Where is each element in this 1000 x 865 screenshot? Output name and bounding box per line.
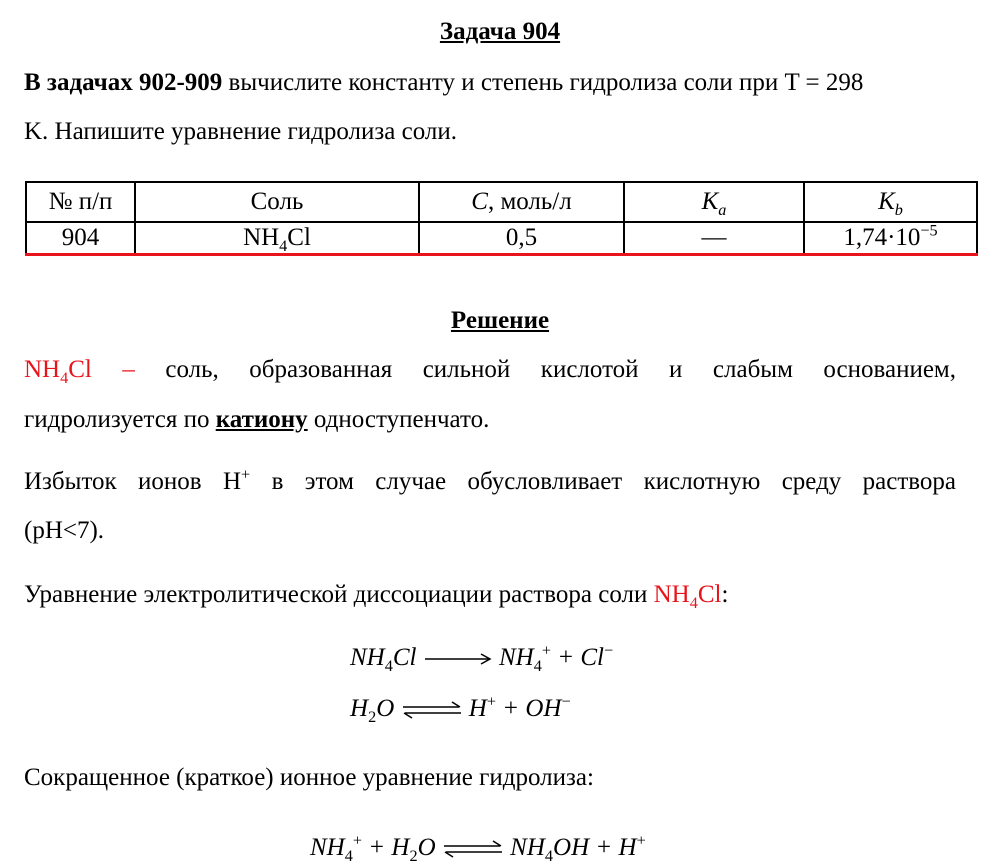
p3-line	[24, 581, 956, 612]
p4-line: Сокращенное (краткое) ионное уравнение гидролиза:	[24, 764, 594, 791]
p1-line2-start: гидролизуется по	[24, 406, 216, 433]
salt-formula-red: $NH_4Cl$	[24, 356, 92, 387]
p1-line-1	[24, 356, 957, 387]
header-concentration: C, моль/л	[419, 182, 624, 222]
cell-kb: $1,74\cdot 10^{-5}$	[804, 222, 977, 255]
solution-title: Решение	[450, 307, 550, 334]
header-ka: $K_a$	[624, 182, 804, 222]
equation-3: $NH_4^+ + H_2O$ $NH_4OH + H^+$	[310, 831, 646, 865]
p3-colon: :	[721, 581, 729, 608]
equilibrium-arrow-icon	[401, 701, 463, 719]
p3-text: Уравнение электролитической диссоциации раствора соли	[24, 581, 654, 608]
cell-ka: —	[624, 222, 804, 255]
intro-line-1	[24, 70, 956, 95]
p3-salt: $NH_4Cl$	[653, 581, 722, 612]
equilibrium-arrow-icon	[442, 840, 504, 858]
table-header-row	[26, 182, 977, 222]
p1-line1-rest: соль, образованная сильной кислотой и слабым основанием,	[165, 356, 957, 383]
arrow-right-icon	[423, 652, 493, 666]
header-number: № п/п	[26, 182, 135, 222]
data-table	[25, 181, 978, 256]
cell-number: 904	[26, 222, 135, 255]
intro-bold: В задачах 902-909	[24, 69, 223, 96]
p1-line-2	[24, 407, 956, 432]
header-kb: $K_b$	[804, 182, 977, 222]
p1-dash: –	[122, 356, 135, 383]
header-salt: Соль	[135, 182, 419, 222]
equation-2: $H_2O$ H+ + OH−	[350, 692, 571, 726]
equation-1: $NH_4Cl$ $NH_4^+ + Cl^-$	[350, 641, 614, 675]
cell-concentration: 0,5	[419, 222, 624, 255]
table-row	[26, 222, 977, 255]
cation-word: катиону	[215, 406, 308, 433]
cell-salt: $NH_4Cl$	[135, 222, 419, 255]
p1-line2-end: одноступенчато.	[307, 406, 490, 433]
problem-title: Задача 904	[439, 18, 561, 45]
intro-rest: вычислите константу и степень гидролиза соли при T = 298	[222, 69, 864, 96]
p2-line-1: Избыток ионов H+ в этом случае обусловливает кислотную среду раствора	[24, 465, 956, 495]
intro-line-2: K. Напишите уравнение гидролиза соли.	[24, 118, 457, 145]
p2-line-2: (pH<7).	[24, 517, 105, 544]
